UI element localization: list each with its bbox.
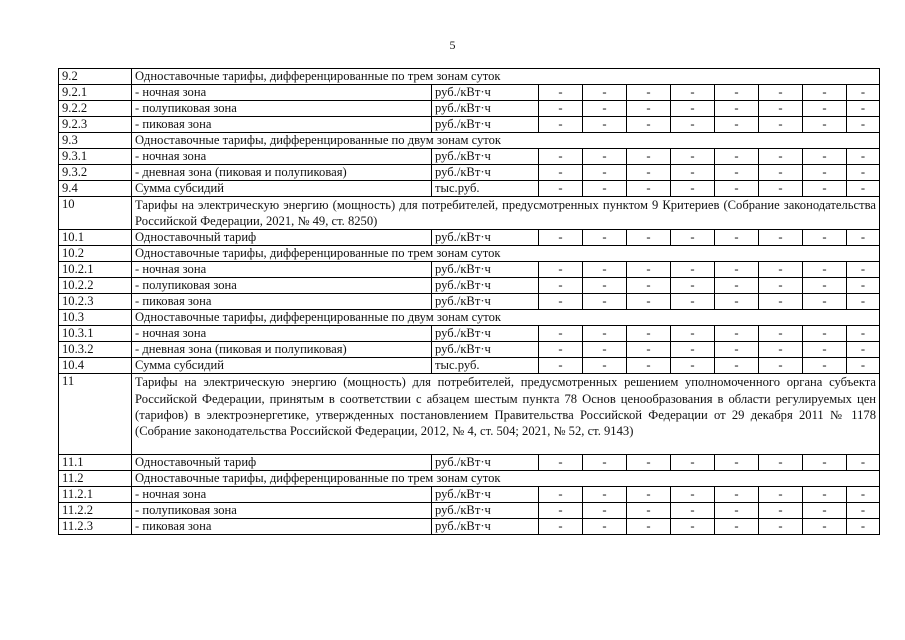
value-cell: - [583, 358, 627, 374]
value-cell: - [803, 85, 847, 101]
value-cell: - [671, 294, 715, 310]
page-number: 5 [449, 38, 456, 52]
value-cell: - [671, 101, 715, 117]
table-row [59, 358, 880, 374]
row-number: 9.3.2 [59, 165, 132, 181]
row-number: 10.2.2 [59, 278, 132, 294]
value-cell: - [759, 230, 803, 246]
value-cell: - [759, 342, 803, 358]
value-cell: - [539, 294, 583, 310]
row-name: - ночная зона [132, 262, 432, 278]
row-unit: руб./кВт·ч [432, 294, 539, 310]
value-cell: - [671, 342, 715, 358]
row-name: - полупиковая зона [132, 101, 432, 117]
table-row [59, 294, 880, 310]
value-cell: - [759, 85, 803, 101]
value-cell: - [715, 503, 759, 519]
row-number: 10.3.1 [59, 326, 132, 342]
value-cell: - [715, 342, 759, 358]
value-cell: - [627, 342, 671, 358]
value-cell: - [627, 181, 671, 197]
value-cell: - [671, 358, 715, 374]
value-cell: - [583, 487, 627, 503]
value-cell: - [759, 326, 803, 342]
value-cell: - [671, 117, 715, 133]
value-cell: - [803, 117, 847, 133]
value-cell: - [715, 230, 759, 246]
value-cell: - [627, 85, 671, 101]
row-unit: руб./кВт·ч [432, 101, 539, 117]
value-cell: - [759, 262, 803, 278]
table-row [59, 246, 880, 262]
subsection-title: Одноставочные тарифы, дифференцированные по трем зонам суток [132, 246, 880, 262]
value-cell: - [759, 149, 803, 165]
value-cell: - [847, 101, 880, 117]
value-cell: - [539, 230, 583, 246]
table-row [59, 374, 880, 455]
table-row [59, 342, 880, 358]
value-cell: - [627, 262, 671, 278]
value-cell: - [539, 181, 583, 197]
row-number: 10.1 [59, 230, 132, 246]
row-number: 11.1 [59, 455, 132, 471]
value-cell: - [803, 342, 847, 358]
value-cell: - [847, 181, 880, 197]
row-unit: руб./кВт·ч [432, 165, 539, 181]
value-cell: - [539, 358, 583, 374]
value-cell: - [803, 149, 847, 165]
value-cell: - [759, 117, 803, 133]
value-cell: - [671, 278, 715, 294]
value-cell: - [847, 342, 880, 358]
value-cell: - [583, 117, 627, 133]
row-unit: тыс.руб. [432, 358, 539, 374]
section-title: Тарифы на электрическую энергию (мощность) для потребителей, предусмотренных решением уполномоченного органа субъекта Российской Федерации, принятым в соответствии с абзацем шестым пункта 78 Основ ценообразования в области регулируемых цен (тарифов) в электроэнергетике, утвержденных постановлением Правительства Российской Федерации от 29 декабря 2011 № 1178 (Собрание законодательства Российской Федерации, 2012, № 4, ст. 504; 2021, № 52, ст. 9143) [132, 374, 880, 455]
subsection-title: Одноставочные тарифы, дифференцированные по трем зонам суток [132, 69, 880, 85]
row-number: 11.2.1 [59, 487, 132, 503]
value-cell: - [583, 455, 627, 471]
table-row [59, 310, 880, 326]
value-cell: - [583, 342, 627, 358]
value-cell: - [847, 503, 880, 519]
table-body [59, 69, 880, 535]
value-cell: - [583, 230, 627, 246]
value-cell: - [627, 278, 671, 294]
value-cell: - [847, 358, 880, 374]
row-unit: руб./кВт·ч [432, 149, 539, 165]
value-cell: - [803, 262, 847, 278]
value-cell: - [715, 487, 759, 503]
value-cell: - [759, 278, 803, 294]
value-cell: - [539, 149, 583, 165]
row-name: - дневная зона (пиковая и полупиковая) [132, 165, 432, 181]
value-cell: - [583, 149, 627, 165]
value-cell: - [715, 117, 759, 133]
value-cell: - [539, 455, 583, 471]
row-unit: руб./кВт·ч [432, 487, 539, 503]
row-number: 10.2 [59, 246, 132, 262]
value-cell: - [759, 165, 803, 181]
subsection-title: Одноставочные тарифы, дифференцированные по двум зонам суток [132, 310, 880, 326]
row-unit: руб./кВт·ч [432, 117, 539, 133]
value-cell: - [539, 519, 583, 535]
row-unit: руб./кВт·ч [432, 326, 539, 342]
value-cell: - [803, 519, 847, 535]
row-number: 11.2.3 [59, 519, 132, 535]
value-cell: - [759, 503, 803, 519]
row-unit: руб./кВт·ч [432, 85, 539, 101]
table-row [59, 262, 880, 278]
value-cell: - [671, 181, 715, 197]
value-cell: - [627, 149, 671, 165]
value-cell: - [539, 278, 583, 294]
value-cell: - [671, 519, 715, 535]
value-cell: - [715, 149, 759, 165]
row-number: 9.2.2 [59, 101, 132, 117]
value-cell: - [583, 294, 627, 310]
value-cell: - [627, 165, 671, 181]
value-cell: - [803, 487, 847, 503]
value-cell: - [671, 326, 715, 342]
row-number: 9.4 [59, 181, 132, 197]
row-number: 9.2 [59, 69, 132, 85]
value-cell: - [803, 165, 847, 181]
value-cell: - [715, 165, 759, 181]
row-name: - пиковая зона [132, 519, 432, 535]
table-row [59, 455, 880, 471]
value-cell: - [715, 278, 759, 294]
row-name: - пиковая зона [132, 117, 432, 133]
value-cell: - [539, 165, 583, 181]
value-cell: - [671, 455, 715, 471]
row-number: 9.2.1 [59, 85, 132, 101]
value-cell: - [759, 519, 803, 535]
tariff-table [58, 68, 880, 535]
value-cell: - [847, 519, 880, 535]
row-unit: руб./кВт·ч [432, 519, 539, 535]
table-row [59, 197, 880, 230]
value-cell: - [715, 101, 759, 117]
value-cell: - [715, 262, 759, 278]
row-name: - дневная зона (пиковая и полупиковая) [132, 342, 432, 358]
table-row [59, 101, 880, 117]
row-unit: руб./кВт·ч [432, 455, 539, 471]
row-number: 10 [59, 197, 132, 230]
value-cell: - [671, 230, 715, 246]
value-cell: - [847, 165, 880, 181]
value-cell: - [759, 181, 803, 197]
value-cell: - [803, 326, 847, 342]
value-cell: - [627, 230, 671, 246]
value-cell: - [583, 262, 627, 278]
row-number: 10.2.3 [59, 294, 132, 310]
value-cell: - [847, 294, 880, 310]
value-cell: - [847, 117, 880, 133]
value-cell: - [627, 294, 671, 310]
row-unit: руб./кВт·ч [432, 262, 539, 278]
value-cell: - [583, 503, 627, 519]
value-cell: - [627, 519, 671, 535]
value-cell: - [583, 278, 627, 294]
row-name: Сумма субсидий [132, 181, 432, 197]
value-cell: - [847, 149, 880, 165]
value-cell: - [671, 165, 715, 181]
row-name: Одноставочный тариф [132, 455, 432, 471]
row-number: 10.4 [59, 358, 132, 374]
value-cell: - [627, 326, 671, 342]
value-cell: - [627, 101, 671, 117]
row-number: 11.2.2 [59, 503, 132, 519]
value-cell: - [627, 117, 671, 133]
table-row [59, 230, 880, 246]
value-cell: - [715, 181, 759, 197]
value-cell: - [715, 358, 759, 374]
table-row [59, 85, 880, 101]
value-cell: - [583, 101, 627, 117]
value-cell: - [759, 487, 803, 503]
row-name: - пиковая зона [132, 294, 432, 310]
table-row [59, 326, 880, 342]
row-name: - ночная зона [132, 149, 432, 165]
value-cell: - [671, 262, 715, 278]
value-cell: - [759, 358, 803, 374]
value-cell: - [539, 101, 583, 117]
value-cell: - [803, 503, 847, 519]
value-cell: - [847, 278, 880, 294]
value-cell: - [803, 358, 847, 374]
value-cell: - [583, 165, 627, 181]
value-cell: - [847, 487, 880, 503]
value-cell: - [627, 487, 671, 503]
value-cell: - [847, 230, 880, 246]
subsection-title: Одноставочные тарифы, дифференцированные по двум зонам суток [132, 133, 880, 149]
value-cell: - [671, 85, 715, 101]
table-row [59, 503, 880, 519]
row-name: Одноставочный тариф [132, 230, 432, 246]
value-cell: - [539, 262, 583, 278]
value-cell: - [583, 85, 627, 101]
row-unit: руб./кВт·ч [432, 278, 539, 294]
table-row [59, 487, 880, 503]
table-row [59, 519, 880, 535]
value-cell: - [759, 101, 803, 117]
value-cell: - [715, 326, 759, 342]
subsection-title: Одноставочные тарифы, дифференцированные по трем зонам суток [132, 471, 880, 487]
value-cell: - [715, 294, 759, 310]
value-cell: - [803, 181, 847, 197]
value-cell: - [847, 455, 880, 471]
row-number: 11.2 [59, 471, 132, 487]
value-cell: - [671, 149, 715, 165]
value-cell: - [539, 117, 583, 133]
value-cell: - [583, 326, 627, 342]
value-cell: - [847, 326, 880, 342]
value-cell: - [803, 101, 847, 117]
table-row [59, 165, 880, 181]
value-cell: - [715, 519, 759, 535]
row-name: Сумма субсидий [132, 358, 432, 374]
row-number: 9.3.1 [59, 149, 132, 165]
value-cell: - [715, 85, 759, 101]
value-cell: - [847, 262, 880, 278]
row-unit: руб./кВт·ч [432, 503, 539, 519]
row-name: - полупиковая зона [132, 278, 432, 294]
section-title: Тарифы на электрическую энергию (мощность) для потребителей, предусмотренных пунктом 9 Критериев (Собрание законодательства Российской Федерации, 2021, № 49, ст. 8250) [132, 197, 880, 230]
value-cell: - [627, 503, 671, 519]
value-cell: - [847, 85, 880, 101]
row-unit: руб./кВт·ч [432, 230, 539, 246]
value-cell: - [539, 487, 583, 503]
value-cell: - [803, 455, 847, 471]
table-row [59, 117, 880, 133]
row-name: - ночная зона [132, 487, 432, 503]
table-row [59, 149, 880, 165]
row-number: 9.3 [59, 133, 132, 149]
table-row [59, 471, 880, 487]
value-cell: - [759, 294, 803, 310]
value-cell: - [539, 85, 583, 101]
value-cell: - [583, 181, 627, 197]
value-cell: - [671, 487, 715, 503]
row-unit: тыс.руб. [432, 181, 539, 197]
table-row [59, 278, 880, 294]
row-number: 10.3.2 [59, 342, 132, 358]
table-row [59, 181, 880, 197]
value-cell: - [759, 455, 803, 471]
table-row [59, 133, 880, 149]
value-cell: - [803, 278, 847, 294]
value-cell: - [627, 358, 671, 374]
value-cell: - [583, 519, 627, 535]
row-number: 10.3 [59, 310, 132, 326]
row-name: - ночная зона [132, 85, 432, 101]
value-cell: - [627, 455, 671, 471]
row-unit: руб./кВт·ч [432, 342, 539, 358]
table-row [59, 69, 880, 85]
value-cell: - [539, 503, 583, 519]
row-name: - ночная зона [132, 326, 432, 342]
value-cell: - [539, 342, 583, 358]
row-name: - полупиковая зона [132, 503, 432, 519]
value-cell: - [715, 455, 759, 471]
value-cell: - [803, 230, 847, 246]
row-number: 9.2.3 [59, 117, 132, 133]
row-number: 10.2.1 [59, 262, 132, 278]
value-cell: - [671, 503, 715, 519]
value-cell: - [803, 294, 847, 310]
row-number: 11 [59, 374, 132, 455]
value-cell: - [539, 326, 583, 342]
